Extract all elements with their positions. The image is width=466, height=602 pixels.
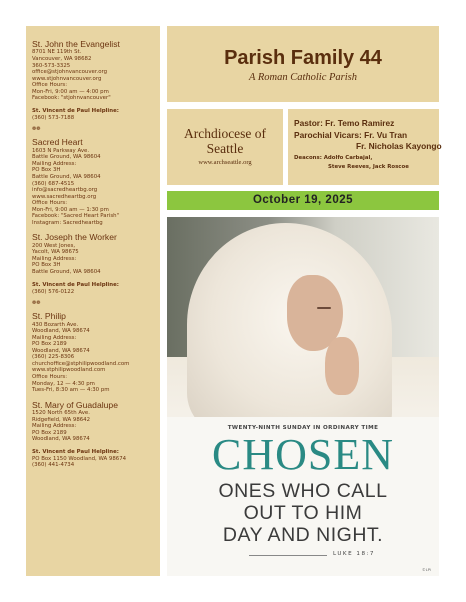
office-hours: Mon-Fri, 9:00 am — 4:00 pm <box>32 88 109 95</box>
office-hours-label: Office Hours: <box>32 373 68 380</box>
deacons: Deacons: Adolfo Carbajal, <box>294 155 373 161</box>
quote-line: ONES WHO CALL <box>218 480 388 502</box>
address-line: 1520 North 65th Ave. <box>32 410 90 417</box>
helpline-number: (360) 573-7188 <box>32 114 75 121</box>
website: www.stphilipwoodland.com <box>32 367 106 374</box>
helpline-label: St. Vincent de Paul Helpline: <box>32 107 119 114</box>
office-hours-label: Office Hours: <box>32 200 68 207</box>
cover-image <box>167 217 439 576</box>
parish-st-mary <box>32 401 155 469</box>
phone: (360) 225-8306 <box>32 354 75 361</box>
parochial-vicars: Parochial Vicars: Fr. Vu Tran <box>294 130 408 140</box>
facebook: Facebook: "stjohnvancouver" <box>32 95 111 102</box>
email: churchoffice@stphilipwoodland.com <box>32 360 130 367</box>
bulletin-date: October 19, 2025 <box>252 194 354 206</box>
parish-st-joseph <box>32 233 155 295</box>
office-hours: Monday, 12 — 4:30 pm <box>32 380 95 387</box>
parish-name: St. Philip <box>32 311 66 322</box>
parish-sacred-heart <box>32 138 155 226</box>
mailing-label: Mailing Address: <box>32 334 77 341</box>
quote-line: DAY AND NIGHT. <box>222 524 384 546</box>
helpline-number: (360) 441-4734 <box>32 462 75 469</box>
parish-st-john <box>32 40 155 121</box>
address-line: 8701 NE 119th St. <box>32 49 82 56</box>
address-line: PO Box 2189 <box>32 341 67 348</box>
image-credit: ©LPi <box>421 567 431 572</box>
archdiocese-website: www.archseattle.org <box>198 159 252 166</box>
email: info@sacredheartbg.org <box>32 187 98 194</box>
quote-line: OUT TO HIM <box>243 502 363 524</box>
scripture-citation: LUKE 18:7 <box>333 551 375 557</box>
parish-name: Sacred Heart <box>32 137 83 148</box>
archdiocese-name-line1: Archdiocese of <box>183 126 267 141</box>
address-line: Vancouver, WA 98682 <box>32 56 92 62</box>
address-line: PO Box 3H <box>32 167 61 174</box>
pastor: Pastor: Fr. Temo Ramirez <box>294 118 395 128</box>
eye-shape <box>317 307 331 309</box>
ornament-separator: ❁❁ <box>32 126 41 133</box>
page-subtitle: A Roman Catholic Parish <box>248 72 357 83</box>
facebook: Facebook: "Sacred Heart Parish" <box>32 213 120 220</box>
mailing-label: Mailing Address: <box>32 255 77 262</box>
phone: 360-573-3325 <box>32 62 71 69</box>
bulletin-header <box>167 26 439 102</box>
date-bar <box>167 191 439 210</box>
office-hours-label: Office Hours: <box>32 82 68 89</box>
address-line: Woodland, WA 98674 <box>32 347 90 354</box>
praying-hands-shape <box>325 337 359 395</box>
mailing-label: Mailing Address: <box>32 160 77 167</box>
address-line: Woodland, WA 98674 <box>32 436 90 443</box>
clergy-box <box>288 109 442 185</box>
parish-name: St. Joseph the Worker <box>32 232 117 243</box>
website: www.sacredheartbg.org <box>32 193 97 200</box>
deacons-cont: Steve Reeves, Jack Roscoe <box>328 164 409 170</box>
helpline-address: PO Box 1150 Woodland, WA 98674 <box>32 455 127 462</box>
helpline-label: St. Vincent de Paul Helpline: <box>32 448 119 455</box>
helpline-number: (360) 576-0122 <box>32 288 75 295</box>
address-line: Battle Ground, WA 98604 <box>32 174 101 181</box>
address-line: 430 Bozarth Ave. <box>32 321 79 328</box>
office-hours: Tues-Fri, 8:30 am — 4:30 pm <box>32 387 110 394</box>
address-line: Battle Ground, WA 98604 <box>32 269 101 276</box>
email: office@stjohnvancouver.org <box>32 69 108 76</box>
page-title: Parish Family 44 <box>224 47 382 69</box>
citation-rule <box>249 555 327 556</box>
address-line: 200 West Jones, <box>32 242 76 249</box>
parish-name: St. Mary of Guadalupe <box>32 399 118 410</box>
archdiocese-name-line2: Seattle <box>206 141 244 156</box>
archdiocese-name <box>167 109 283 156</box>
website: www.stjohnvancouver.org <box>32 75 102 82</box>
phone: (360) 687-4515 <box>32 180 75 187</box>
address-line: Ridgefield, WA 98642 <box>32 416 91 423</box>
address-line: Woodland, WA 98674 <box>32 328 90 335</box>
parish-st-philip <box>32 312 155 393</box>
mailing-label: Mailing Address: <box>32 423 77 430</box>
parish-name: St. John the Evangelist <box>32 39 120 49</box>
parish-directory-sidebar <box>26 26 160 576</box>
instagram: Instagram: Sacredheartbg <box>32 219 103 226</box>
address-line: PO Box 3H <box>32 262 61 269</box>
address-line: PO Box 2189 <box>32 429 67 436</box>
archdiocese-box <box>167 109 283 185</box>
cover-headline: CHOSEN <box>211 430 395 479</box>
parochial-vicars-cont: Fr. Nicholas Kayongo <box>356 141 442 151</box>
ornament-separator: ❁❁ <box>32 300 41 307</box>
office-hours: Mon-Fri, 9:00 am — 1:30 pm <box>32 206 109 213</box>
address-line: 1603 N Parkway Ave. <box>32 147 90 154</box>
address-line: Yacolt, WA 98675 <box>32 249 79 256</box>
address-line: Battle Ground, WA 98604 <box>32 154 101 161</box>
liturgical-theme: TWENTY-NINTH SUNDAY IN ORDINARY TIME <box>227 425 379 431</box>
helpline-label: St. Vincent de Paul Helpline: <box>32 281 119 288</box>
